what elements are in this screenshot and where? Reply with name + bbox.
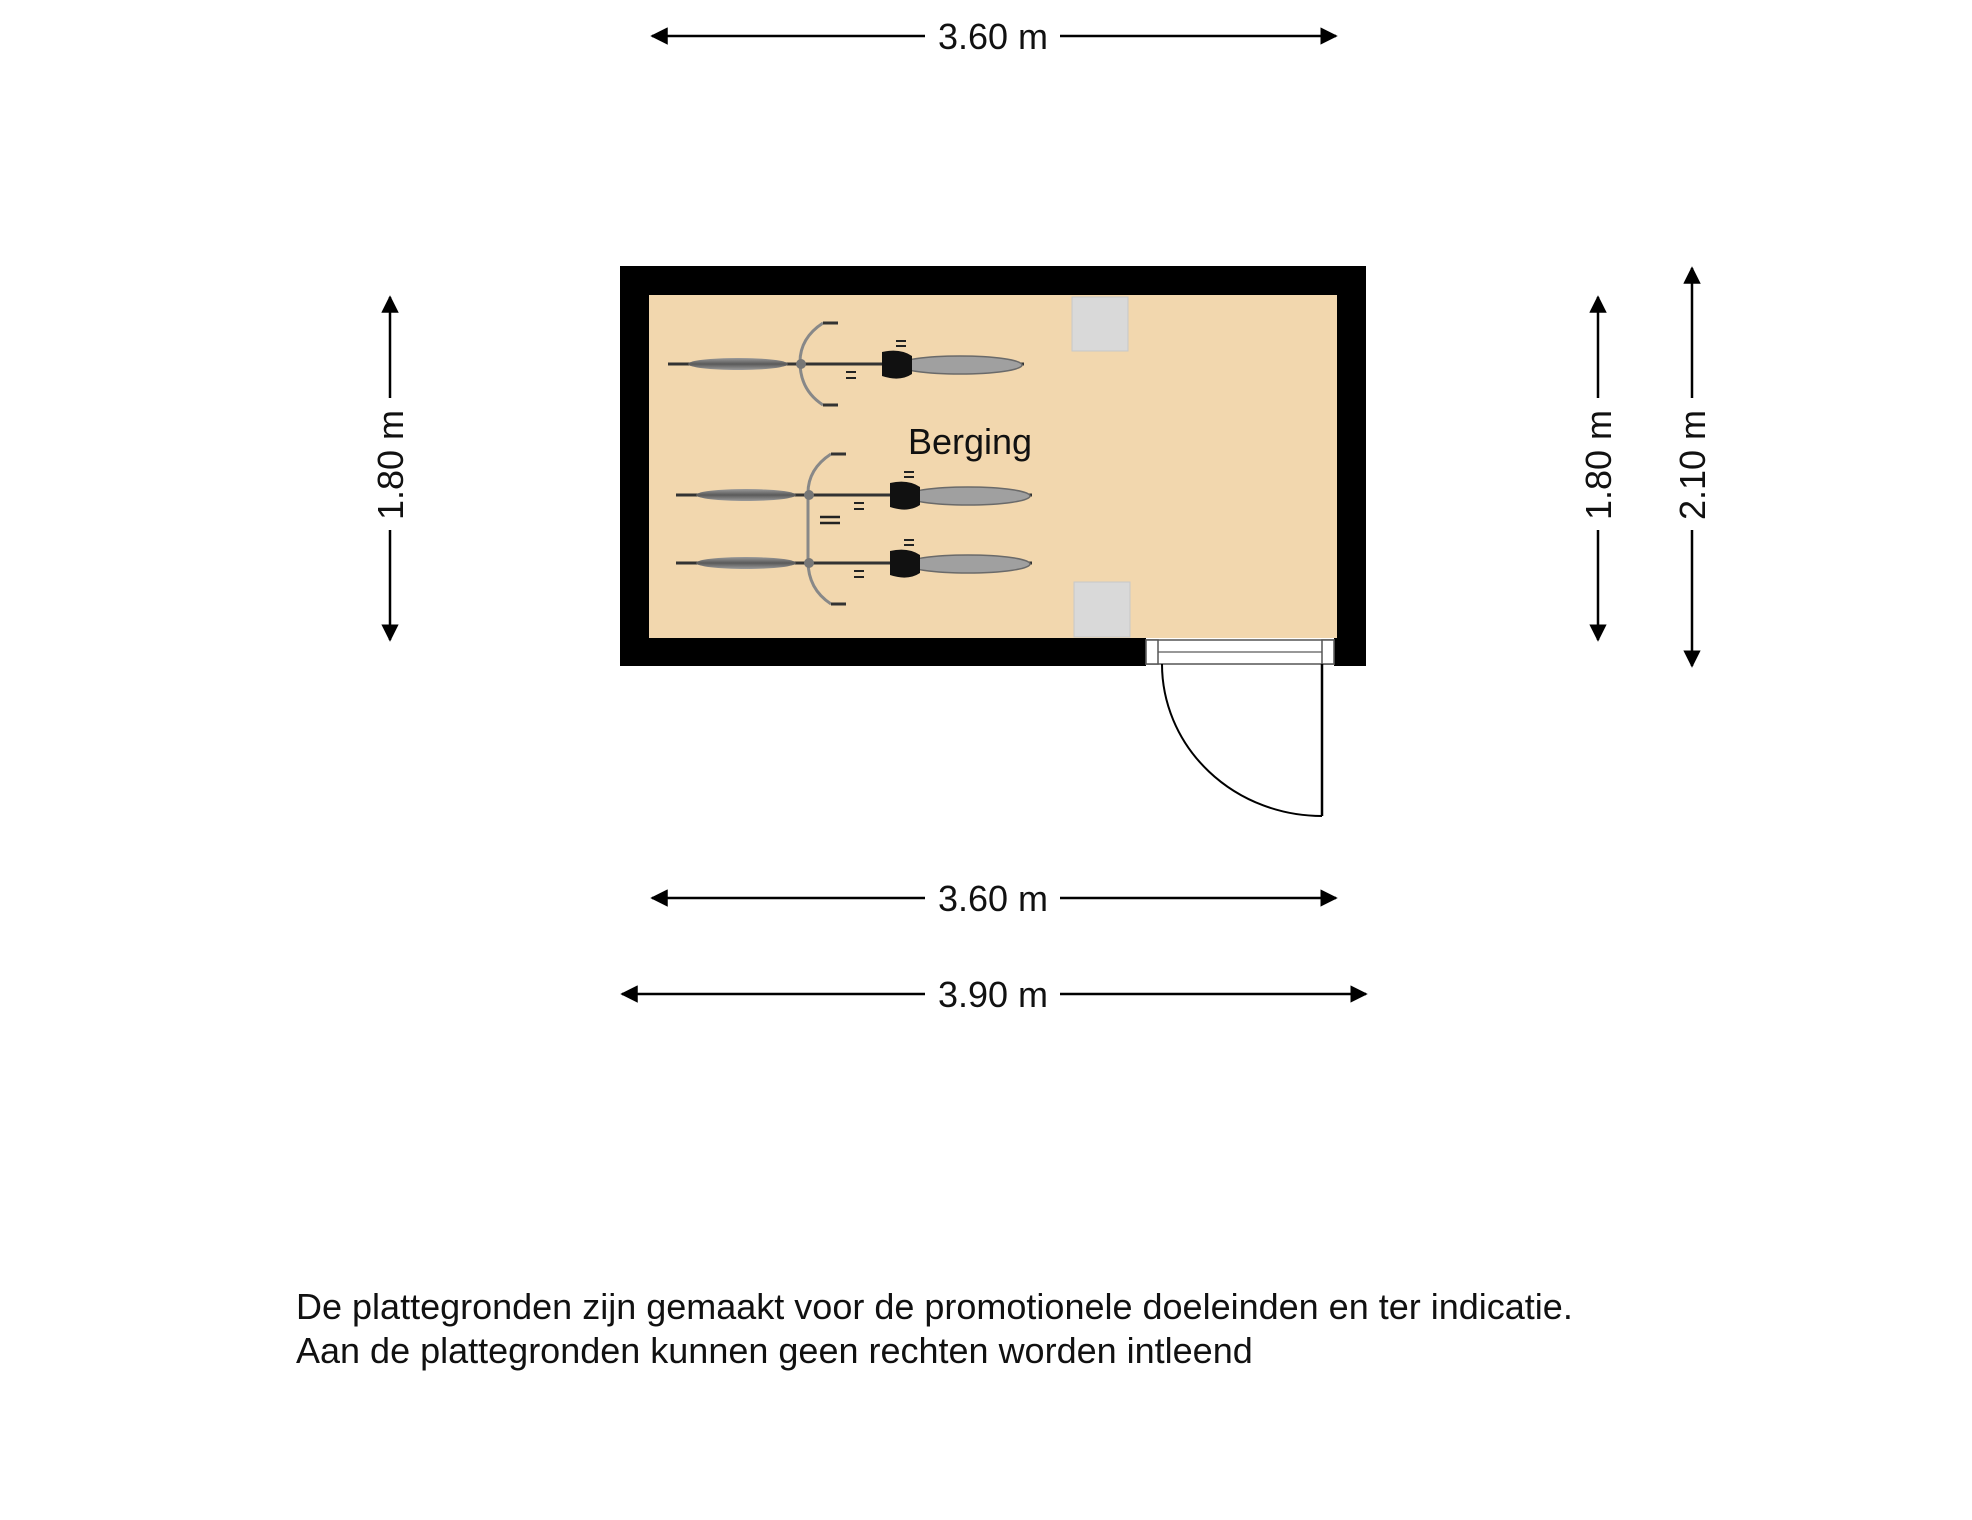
dimension-bottom-inner-width xyxy=(652,878,1336,919)
disclaimer-text xyxy=(296,1285,1573,1373)
dimension-left-height xyxy=(370,297,411,640)
dimension-label: 2.10 m xyxy=(1672,409,1713,521)
storage-box xyxy=(1072,297,1128,351)
room-label: Berging xyxy=(907,421,1033,462)
dimension-right-inner-height xyxy=(1578,297,1619,640)
dimension-label: 1.80 m xyxy=(370,409,411,521)
room-floor xyxy=(649,295,1337,638)
door-jamb-left xyxy=(1146,640,1158,664)
disclaimer-line-1: De plattegronden zijn gemaakt voor de promotionele doeleinden en ter indicatie. xyxy=(296,1286,1573,1327)
dimension-top-width xyxy=(652,16,1336,57)
dimension-label: 3.90 m xyxy=(937,974,1049,1015)
room-berging xyxy=(620,266,1366,666)
dimension-label: 1.80 m xyxy=(1578,409,1619,521)
door-arc xyxy=(1162,664,1322,816)
dimension-bottom-outer-width xyxy=(622,974,1366,1015)
storage-box xyxy=(1074,582,1130,637)
door-swing xyxy=(1162,664,1322,816)
dimension-label: 3.60 m xyxy=(937,878,1049,919)
dimension-right-outer-height xyxy=(1672,268,1713,666)
door-jamb-right xyxy=(1322,640,1334,664)
disclaimer-line-2: Aan de plattegronden kunnen geen rechten worden intleend xyxy=(296,1330,1253,1371)
dimension-label: 3.60 m xyxy=(937,16,1049,57)
